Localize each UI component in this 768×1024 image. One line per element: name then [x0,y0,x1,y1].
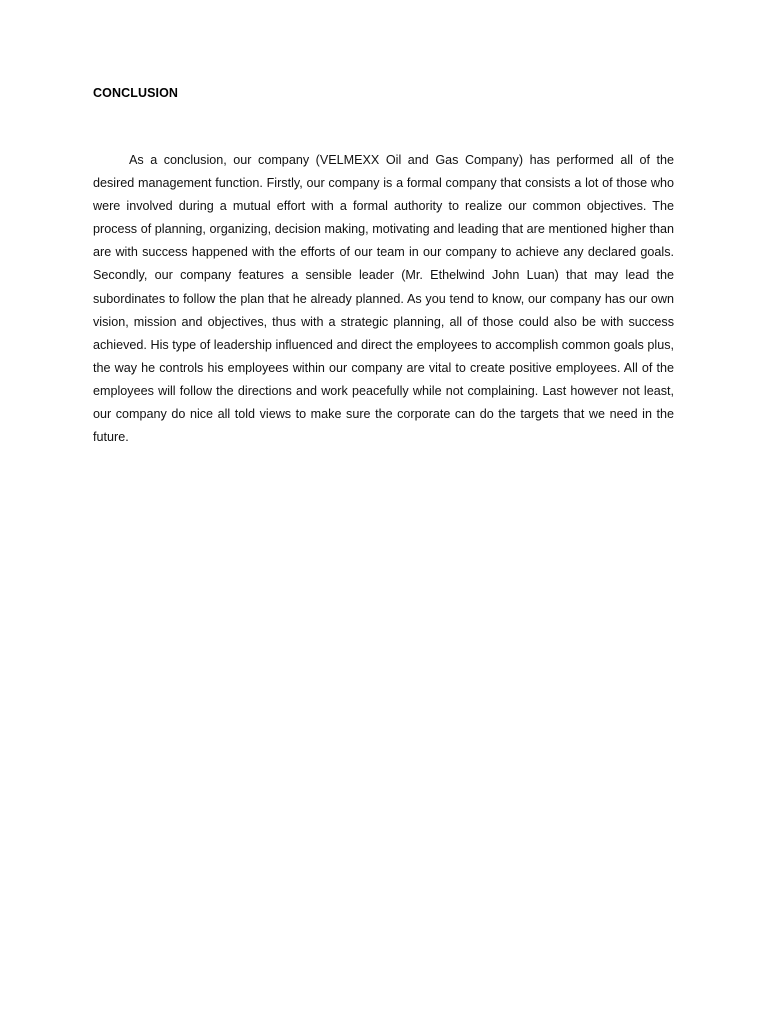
conclusion-paragraph: As a conclusion, our company (VELMEXX Oil and Gas Company) has performed all of the desired management function. Firstly, our company is a formal company that consists a lot of those who were involved during a mutual effort with a formal authority to realize our common objectives. The process of planning, organizing, decision making, motivating and leading that are mentioned higher than are with success happened with the efforts of our team in our company to achieve any declared goals. Secondly, our company features a sensible leader (Mr. Ethelwind John Luan) that may lead the subordinates to follow the plan that he already planned. As you tend to know, our company has our own vision, mission and objectives, thus with a strategic planning, all of those could also be with success achieved. His type of leadership influenced and direct the employees to accomplish common goals plus, the way he controls his employees within our company are vital to create positive employees. All of the employees will follow the directions and work peacefully while not complaining. Last however not least, our company do nice all told views to make sure the corporate can do the targets that we need in the future. [93,153,674,445]
section-heading: CONCLUSION [93,86,179,100]
